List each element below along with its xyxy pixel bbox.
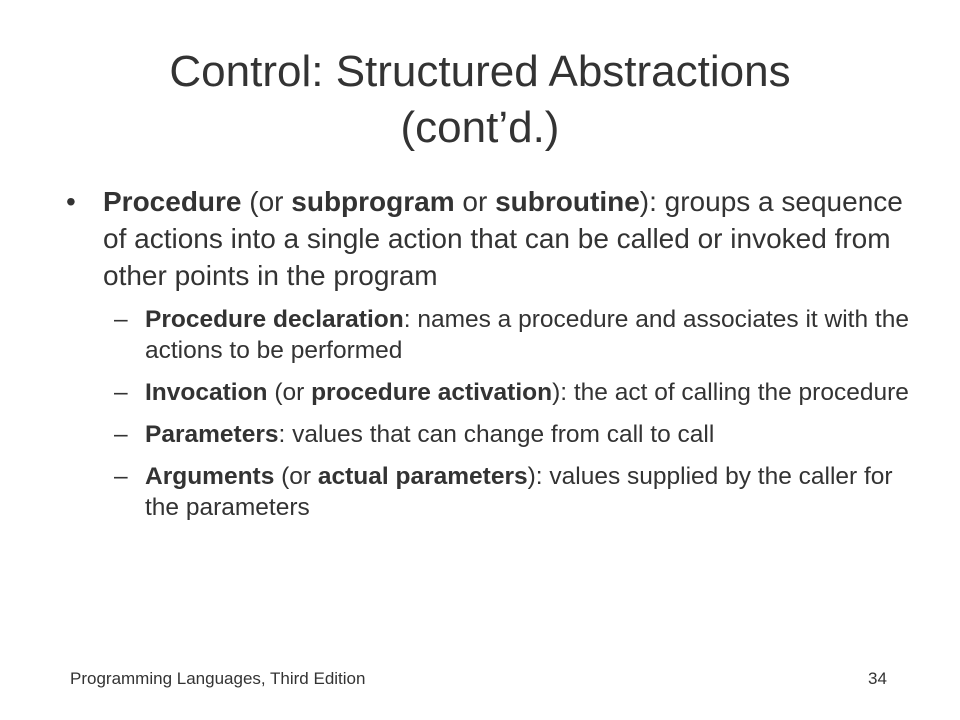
sub-bullet-marker: – bbox=[114, 306, 128, 333]
sub-bullet-text: : values that can change from call to call bbox=[278, 421, 715, 448]
sub-bullet-declaration bbox=[70, 304, 910, 366]
bullet-marker: • bbox=[66, 186, 76, 217]
slide-number: 34 bbox=[868, 669, 887, 688]
term-parameters: Parameters bbox=[145, 421, 279, 448]
bullet-text: or bbox=[454, 186, 496, 217]
bullet-text: ): groups a sequence of actions into a single action that can be called or invoked from other points in the program bbox=[103, 186, 903, 291]
bullet-procedure bbox=[66, 183, 910, 294]
term-procedure-declaration: Procedure declaration bbox=[145, 306, 404, 333]
term-procedure: Procedure bbox=[103, 186, 242, 217]
sub-bullet-invocation bbox=[70, 377, 910, 408]
sub-bullet-text: (or bbox=[274, 463, 318, 490]
footer-book-title: Programming Languages, Third Edition bbox=[70, 669, 366, 688]
slide-title-line-2: (cont’d.) bbox=[400, 103, 560, 152]
sub-bullet-text: ): values supplied by the caller for the parameters bbox=[145, 463, 893, 521]
sub-bullet-marker: – bbox=[114, 421, 128, 448]
term-invocation: Invocation bbox=[145, 379, 268, 406]
bullet-text: (or bbox=[241, 186, 292, 217]
sub-bullet-text: ): the act of calling the procedure bbox=[552, 379, 909, 406]
sub-bullet-text: (or bbox=[267, 379, 312, 406]
sub-bullet-marker: – bbox=[114, 463, 128, 490]
sub-bullet-text: : names a procedure and associates it with the actions to be performed bbox=[145, 306, 909, 364]
slide-title bbox=[60, 44, 900, 156]
slide-body bbox=[66, 183, 910, 534]
sub-bullet-arguments bbox=[70, 461, 910, 523]
sub-bullet-parameters bbox=[70, 419, 910, 450]
term-actual-parameters: actual parameters bbox=[317, 463, 528, 490]
slide-title-line-1: Control: Structured Abstractions bbox=[169, 47, 791, 96]
term-arguments: Arguments bbox=[145, 463, 275, 490]
sub-bullet-marker: – bbox=[114, 379, 128, 406]
term-subprogram: subprogram bbox=[291, 186, 455, 217]
term-subroutine: subroutine bbox=[495, 186, 640, 217]
term-procedure-activation: procedure activation bbox=[311, 379, 553, 406]
